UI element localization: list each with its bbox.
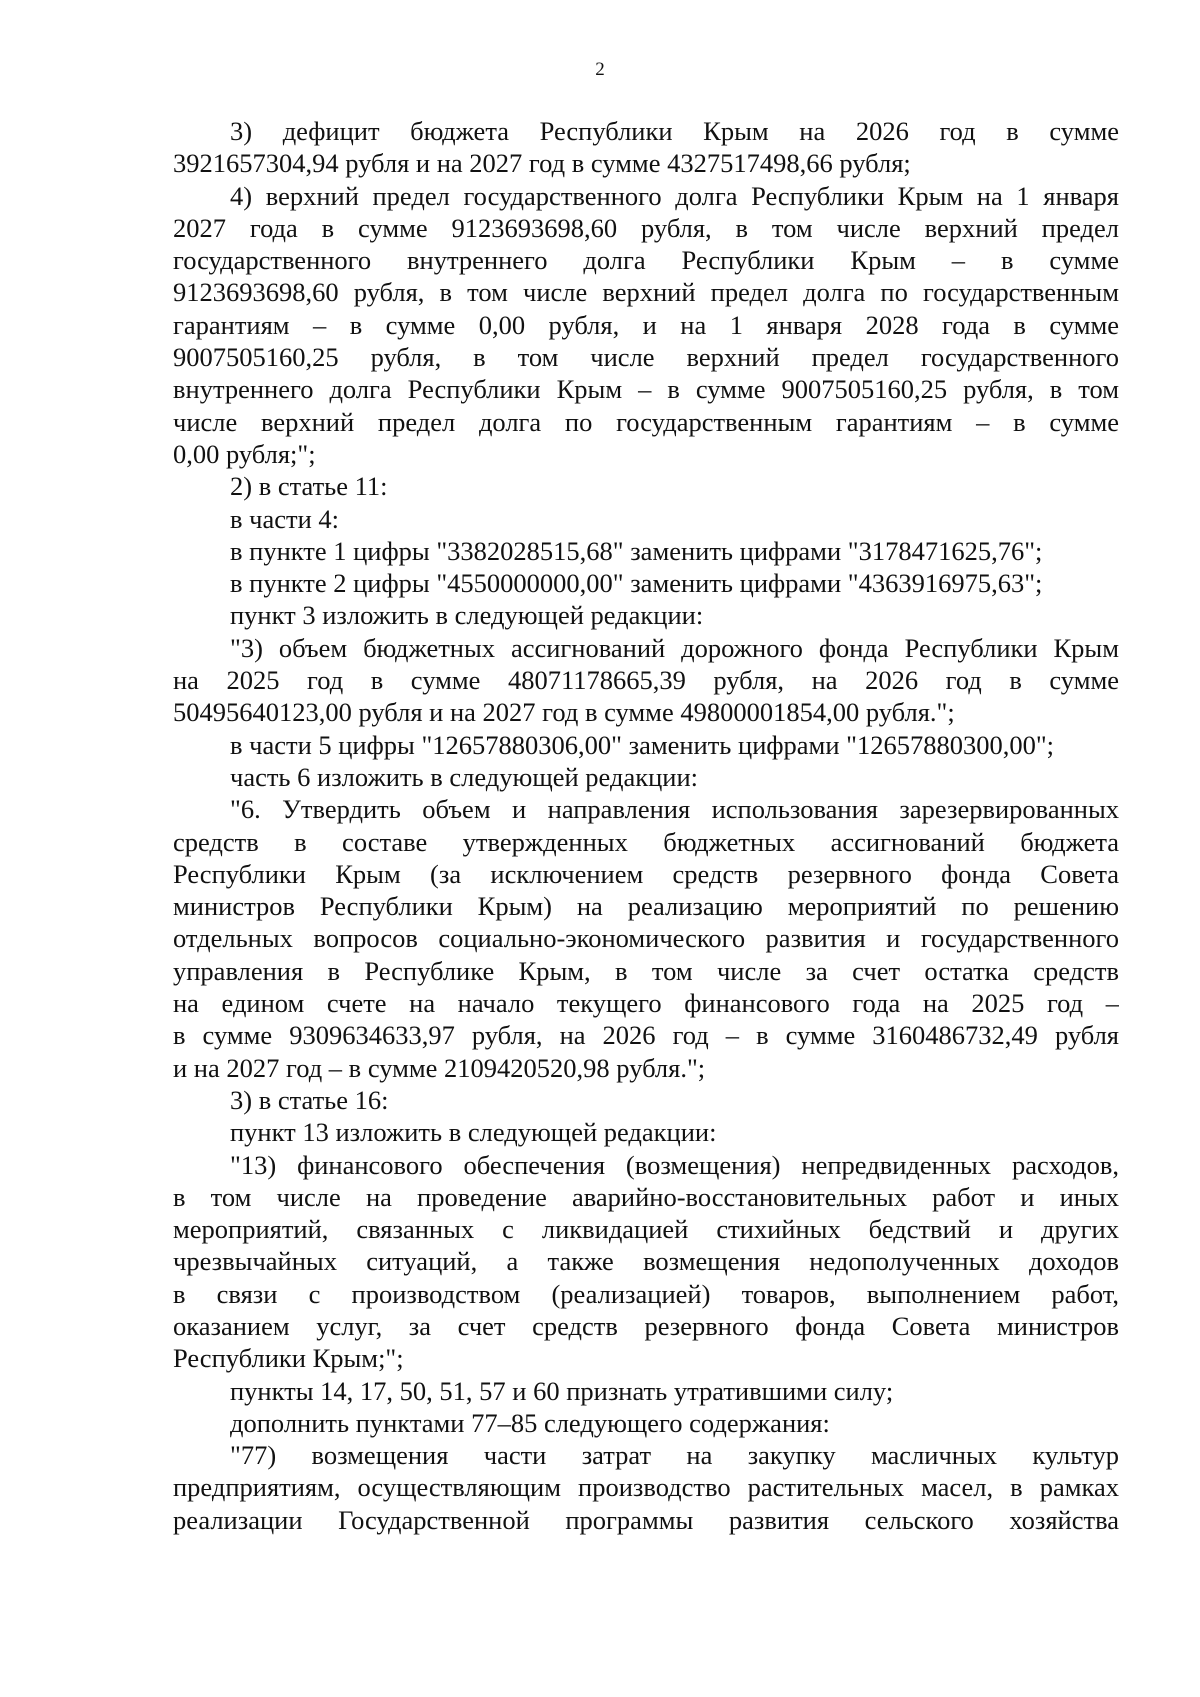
text-line: 50495640123,00 рубля и на 2027 год в сумме 49800001854,00 рубля."; [173, 697, 955, 728]
text-line: в том числе на проведение аварийно-восстановительных работ и иных [173, 1181, 1119, 1212]
text-line: 9123693698,60 рубля, в том числе верхний предел долга по государственным [173, 277, 1119, 308]
text-line: отдельных вопросов социально-экономического развития и государственного [173, 923, 1119, 954]
text-line: 4) верхний предел государственного долга Республики Крым на 1 января [230, 180, 1119, 211]
text-line: в пункте 1 цифры "3382028515,68" заменить цифрами "3178471625,76"; [230, 535, 1043, 566]
text-line: на едином счете на начало текущего финансового года на 2025 год – [173, 988, 1119, 1019]
text-line: "77) возмещения части затрат на закупку масличных культур [230, 1440, 1119, 1471]
text-line: в части 4: [230, 503, 339, 534]
text-line: "13) финансового обеспечения (возмещения) непредвиденных расходов, [230, 1149, 1119, 1180]
text-line: часть 6 изложить в следующей редакции: [230, 761, 698, 792]
text-line: средств в составе утвержденных бюджетных ассигнований бюджета [173, 826, 1119, 857]
text-line: гарантиям – в сумме 0,00 рубля, и на 1 января 2028 года в сумме [173, 309, 1119, 340]
text-line: в пункте 2 цифры "4550000000,00" заменить цифрами "4363916975,63"; [230, 568, 1043, 599]
text-line: в связи с производством (реализацией) товаров, выполнением работ, [173, 1278, 1119, 1309]
text-line: в части 5 цифры "12657880306,00" заменить цифрами "12657880300,00"; [230, 729, 1055, 760]
text-line: "3) объем бюджетных ассигнований дорожного фонда Республики Крым [230, 632, 1119, 663]
page-number: 2 [595, 59, 605, 80]
text-line: чрезвычайных ситуаций, а также возмещения недополученных доходов [173, 1246, 1119, 1277]
text-line: 0,00 рубля;"; [173, 438, 316, 469]
text-line: на 2025 год в сумме 48071178665,39 рубля, на 2026 год в сумме [173, 665, 1119, 696]
text-line: в сумме 9309634633,97 рубля, на 2026 год – в сумме 3160486732,49 рубля [173, 1020, 1119, 1051]
text-line: 3) в статье 16: [230, 1084, 389, 1115]
text-line: Республики Крым;"; [173, 1343, 404, 1374]
text-line: министров Республики Крым) на реализацию мероприятий по решению [173, 891, 1119, 922]
text-line: и на 2027 год – в сумме 2109420520,98 рубля."; [173, 1052, 706, 1083]
text-line: Республики Крым (за исключением средств резервного фонда Совета [173, 858, 1119, 889]
text-line: 2) в статье 11: [230, 471, 388, 502]
text-line: пункты 14, 17, 50, 51, 57 и 60 признать утратившими силу; [230, 1375, 894, 1406]
text-line: мероприятий, связанных с ликвидацией стихийных бедствий и других [173, 1214, 1119, 1245]
text-line: дополнить пунктами 77–85 следующего содержания: [230, 1407, 830, 1438]
text-line: предприятиям, осуществляющим производство растительных масел, в рамках [173, 1472, 1119, 1503]
text-line: оказанием услуг, за счет средств резервного фонда Совета министров [173, 1310, 1119, 1341]
text-line: числе верхний предел долга по государственным гарантиям – в сумме [173, 406, 1119, 437]
text-line: управления в Республике Крым, в том числе за счет остатка средств [173, 955, 1119, 986]
text-line: 2027 года в сумме 9123693698,60 рубля, в том числе верхний предел [173, 212, 1119, 243]
text-line: пункт 3 изложить в следующей редакции: [230, 600, 704, 631]
text-line: внутреннего долга Республики Крым – в сумме 9007505160,25 рубля, в том [173, 374, 1119, 405]
text-line: 9007505160,25 рубля, в том числе верхний предел государственного [173, 342, 1119, 373]
document-body [173, 115, 1119, 1536]
text-line: государственного внутреннего долга Республики Крым – в сумме [173, 245, 1119, 276]
text-line: пункт 13 изложить в следующей редакции: [230, 1117, 717, 1148]
text-line: "6. Утвердить объем и направления использования зарезервированных [230, 794, 1119, 825]
text-line: 3921657304,94 рубля и на 2027 год в сумме 4327517498,66 рубля; [173, 148, 911, 179]
text-line: реализации Государственной программы развития сельского хозяйства [173, 1504, 1119, 1535]
text-line: 3) дефицит бюджета Республики Крым на 2026 год в сумме [230, 116, 1119, 146]
